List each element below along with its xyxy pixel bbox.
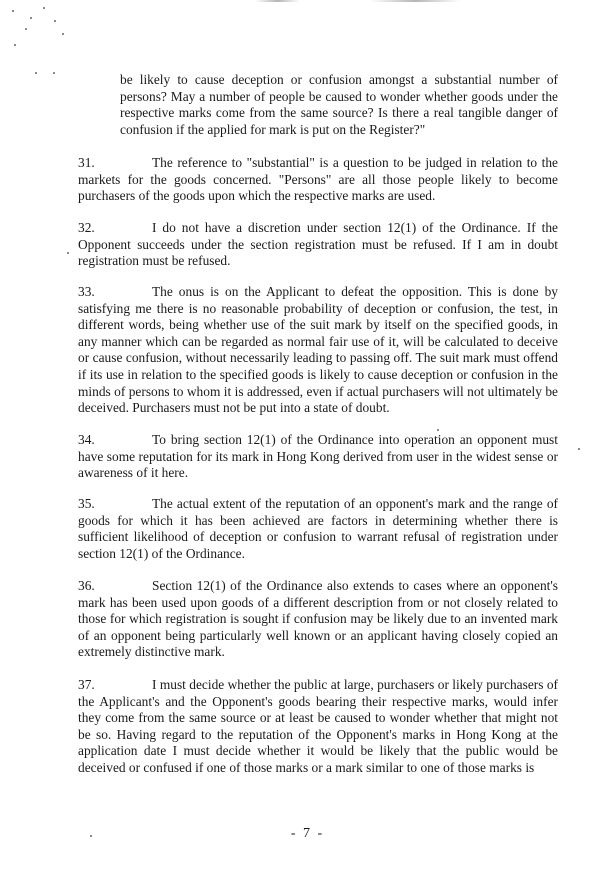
page-number: - 7 - [290, 826, 325, 841]
paragraph-number: 33. [78, 284, 95, 299]
speck [14, 44, 16, 46]
speck [35, 72, 37, 74]
paragraph-text: The reference to "substantial" is a question to be judged in relation to the markets for the goods concerned. "Persons" are all those people likely to become purchasers of the goods upon which the respective marks are used. [78, 155, 558, 204]
paragraph-text: To bring section 12(1) of the Ordinance into operation an opponent must have some reputation for its mark in Hong Kong derived from user in the widest sense or awareness of it here. [78, 432, 558, 481]
paragraph-number: 31. [78, 155, 95, 170]
paragraph-text: I must decide whether the public at large, purchasers or likely purchasers of the Applicant's and the Opponent's goods bearing their respective marks, would infer they come from the same source or at least be caused to wonder whether that might not be so. Having regard to the reputation of the Opponent's marks in Hong Kong at the application date I must decide whether it would be likely that the public would be deceived or confused if one of those marks or a mark similar to one of those marks is [78, 677, 558, 775]
paragraph-35 [78, 496, 558, 562]
paragraph-text: The onus is on the Applicant to defeat the opposition. This is done by satisfying me there is no reasonable probability of deception or confusion, the test, in different words, being whether use of the suit mark by itself on the specified goods, in any manner which can be regarded as normal fair use of it, will be calculated to deceive or cause confusion, without necessarily leading to passing off. The suit mark must offend if its use in relation to the specified goods is likely to cause deception or confusion in the minds of persons to whom it is addressed, even if actual purchasers will not ultimately be deceived. Purchasers must not be put into a state of doubt. [78, 284, 558, 416]
paragraph-36 [78, 578, 558, 661]
speck [62, 33, 64, 35]
paragraph-number: 37. [78, 677, 95, 692]
speck [53, 72, 55, 74]
speck [437, 429, 439, 431]
speck [54, 20, 56, 22]
scan-edge-left [255, 0, 300, 2]
paragraph-text: The actual extent of the reputation of an opponent's mark and the range of goods for which it has been achieved are factors in determining whether there is sufficient likelihood of deception or confusion to warrant refusal of registration under section 12(1) of the Ordinance. [78, 496, 558, 561]
paragraph-number: 32. [78, 220, 95, 235]
paragraph-34 [78, 432, 558, 482]
paragraph-37 [78, 677, 558, 777]
speck [43, 7, 45, 9]
paragraph-text: I do not have a discretion under section 12(1) of the Ordinance. If the Opponent succeeds under the section registration must be refused. If I am in doubt registration must be refused. [78, 220, 558, 269]
speck [578, 448, 580, 450]
speck [12, 10, 14, 12]
quote-continuation: be likely to cause deception or confusion amongst a substantial number of persons? May a number of people be caused to wonder whether goods under the respective marks come from the same source? Is there a real tangible danger of confusion if the applied for mark is put on the Register?" [120, 72, 558, 137]
paragraph-number: 34. [78, 432, 95, 447]
speck [67, 252, 69, 254]
paragraph-number: 36. [78, 578, 95, 593]
scan-edge-right [370, 0, 460, 2]
paragraph-31 [78, 155, 558, 205]
paragraph-32 [78, 220, 558, 270]
paragraph-number: 35. [78, 496, 95, 511]
speck [30, 17, 32, 19]
paragraph-33 [78, 284, 558, 417]
paragraph-text: Section 12(1) of the Ordinance also extends to cases where an opponent's mark has been used upon goods of a different description from or not closely related to those for which registration is sought if confusion may be likely due to an invented mark of an opponent being particularly well known or an applicant having closely copied an extremely distinctive mark. [78, 578, 558, 660]
speck [25, 28, 27, 30]
